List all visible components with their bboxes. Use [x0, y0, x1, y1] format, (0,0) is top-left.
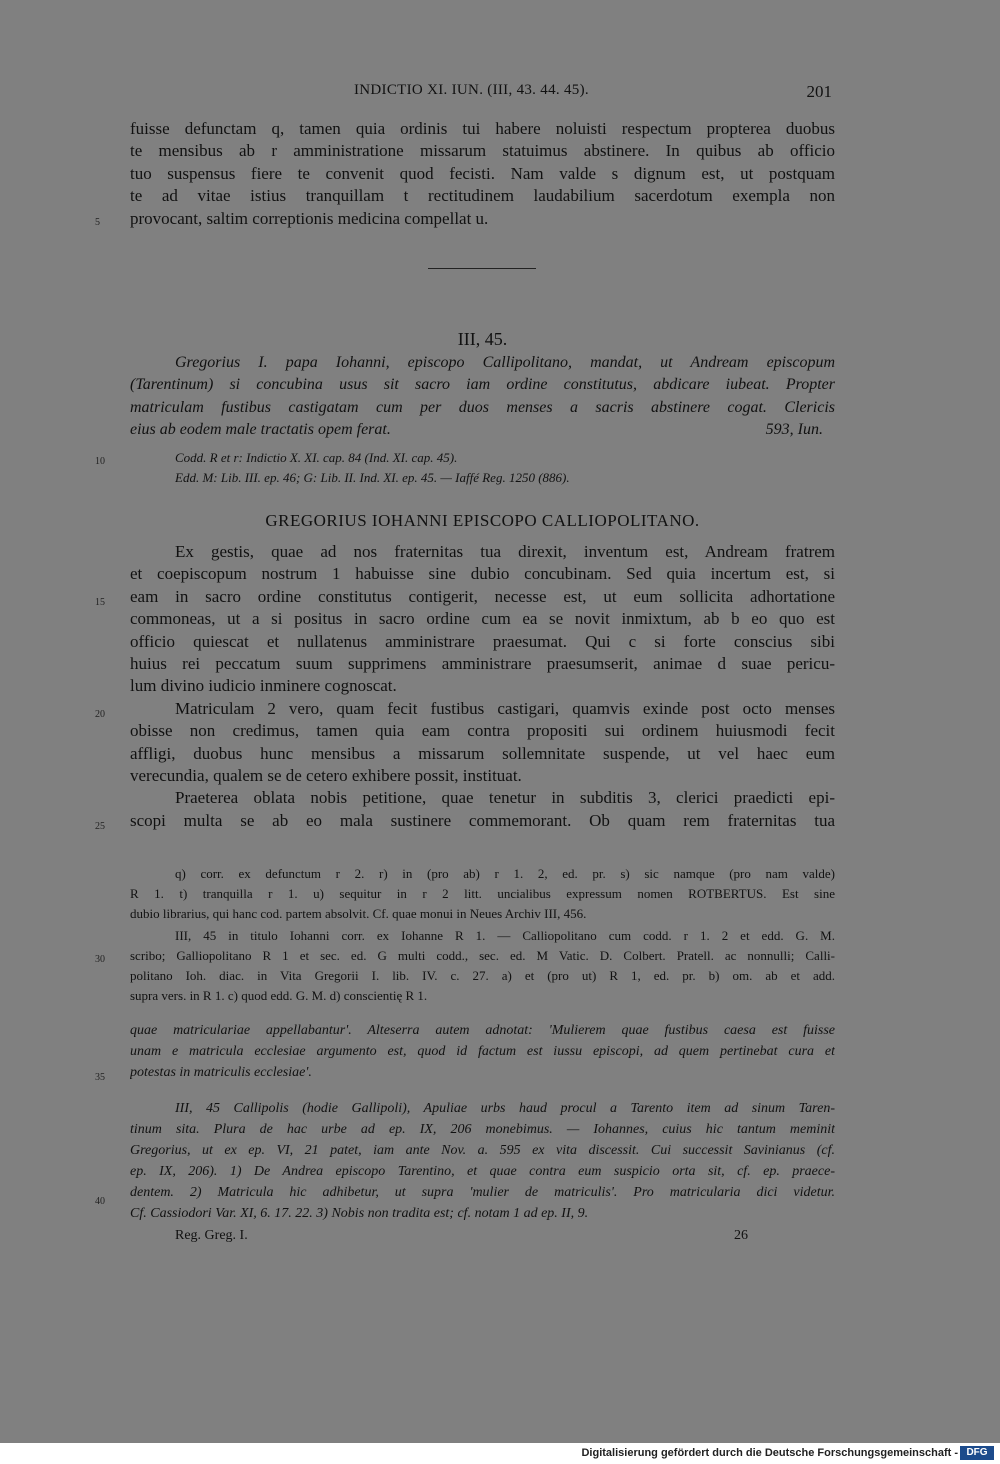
text-line: eam in sacro ordine constitutus contigerit, necesse est, ut eum sollicita adhortatione — [130, 586, 835, 606]
footnote-line: III, 45 in titulo Iohanni corr. ex Iohanne R 1. — Calliopolitano cum codd. r 1. 2 et edd. G. M. — [175, 928, 835, 943]
summary-line: eius ab eodem male tractatis opem ferat. — [130, 421, 391, 439]
apparatus-critical-1 — [130, 864, 835, 924]
note-line: ep. IX, 206). 1) De Andrea episcopo Tarentino, et quae contra eum suspicio orta sit, cf. ep. praece- — [130, 1164, 835, 1179]
note-line: Gregorius, ut ex ep. VI, 21 patet, iam ante Nov. a. 595 ex vita discessit. Cui successit Savinianus (cf. — [130, 1143, 835, 1158]
text-line: te mensibus ab r amministratione missarum statuimus abstinere. In quibus ab officio — [130, 141, 835, 161]
note-line: dentem. 2) Matricula hic adhibetur, ut supra 'mulier de matriculis'. Pro matricularia dici videtur. — [130, 1185, 835, 1200]
footnote-line: supra vers. in R 1. c) quod edd. G. M. d) conscientię R 1. — [130, 988, 428, 1003]
apparatus-critical-2 — [130, 926, 835, 1006]
footnote-line: R 1. t) tranquilla r 1. u) sequitur in r 2 litt. uncialibus expressum nomen ROTBERTUS. Est sine — [130, 886, 835, 901]
text-line: obisse non credimus, tamen quia eam contra propositi sui ordinem huiusmodi fecit — [130, 721, 835, 741]
historical-notes-1 — [130, 1020, 835, 1083]
text-line: te ad vitae istius tranquillam t rectitudinem laudabilium sacerdotum exempla non — [130, 186, 835, 206]
source-line: Edd. M: Lib. III. ep. 46; G: Lib. II. Ind. XI. ep. 45. — Iaffé Reg. 1250 (886). — [175, 470, 570, 485]
running-header — [130, 82, 835, 106]
footnote-line: q) corr. ex defunctum r 2. r) in (pro ab) r 1. 2, ed. pr. s) sic namque (pro nam valde) — [175, 866, 835, 881]
section-divider — [428, 268, 536, 269]
footnote-line: scribo; Galliopolitano R 1 et sec. ed. G multi codd., sec. ed. M Vatic. D. Colbert. Pratell. ac nonnulli; Calli- — [130, 948, 835, 963]
text-line: commoneas, ut a si positus in sacro ordine cum ea se novit inmixtum, ab b eo quo est — [130, 609, 835, 629]
funding-credit: Digitalisierung gefördert durch die Deutsche Forschungsgemeinschaft - — [581, 1447, 958, 1459]
letter-date: 593, Iun. — [765, 421, 823, 439]
signature-mark: Reg. Greg. I. — [175, 1228, 248, 1243]
text-line: tuo suspensus fiere te convenit quod fecisti. Nam valde s dignum est, ut postquam — [130, 163, 835, 183]
source-line: Codd. R et r: Indictio X. XI. cap. 84 (Ind. XI. cap. 45). — [175, 450, 458, 465]
summary-line: matriculam fustibus castigatam cum per duos menses a sacris abstinere cogat. Clericis — [130, 398, 835, 416]
text-line: lum divino iudicio inminere cognoscat. — [130, 676, 397, 696]
line-number: 40 — [95, 1196, 105, 1207]
note-line: unam e matricula ecclesiae argumento est, quod id factum est iussu episcopi, ad quem pertinebat cura et — [130, 1044, 835, 1059]
letter-44-tail — [130, 118, 835, 230]
sources — [130, 448, 835, 488]
footnote-line: politano Ioh. diac. in Vita Gregorii I. lib. IV. c. 27. a) et (pro ut) R 1, ed. pr. b) om. ab et add. — [130, 968, 835, 983]
letter-title: GREGORIUS IOHANNI EPISCOPO CALLIOPOLITANO. — [265, 511, 700, 530]
text-line: affligi, duobus hunc mensibus a missarum sollemnitate suspende, ut vel haec eum — [130, 743, 835, 763]
text-line: scopi multa se ab eo mala sustinere commemorant. Ob quam rem fraternitas tua — [130, 810, 835, 830]
page-number: 201 — [806, 82, 832, 101]
note-line: quae matriculariae appellabantur'. Alteserra autem adnotat: 'Mulierem quae fustibus caesa est fuisse — [130, 1023, 835, 1038]
text-line: verecundia, qualem se de cetero exhibere possit, instituat. — [130, 765, 522, 785]
note-line: III, 45 Callipolis (hodie Gallipoli), Apuliae urbs haud procul a Tarento item ad sinum Taren- — [175, 1101, 835, 1116]
running-title: INDICTIO XI. IUN. (III, 43. 44. 45). — [354, 82, 589, 98]
line-number: 25 — [95, 821, 105, 832]
summary-line: Gregorius I. papa Iohanni, episcopo Callipolitano, mandat, ut Andream episcopum — [175, 354, 835, 371]
line-number: 35 — [95, 1072, 105, 1083]
line-number: 30 — [95, 954, 105, 965]
sheet-number: 26 — [734, 1228, 748, 1243]
note-line: Cf. Cassiodori Var. XI, 6. 17. 22. 3) Nobis non tradita est; cf. notam 1 ad ep. II, 9. — [130, 1206, 589, 1221]
letter-number: III, 45. — [457, 329, 508, 349]
footnote-line: dubio librarius, qui hanc cod. partem absolvit. Cf. quae monui in Neues Archiv III, 456. — [130, 906, 587, 921]
line-number: 20 — [95, 709, 105, 720]
line-number: 10 — [95, 456, 105, 467]
text-line: fuisse defunctam q, tamen quia ordinis tui habere noluisti respectum propterea duobus — [130, 119, 835, 138]
line-number: 15 — [95, 597, 105, 608]
text-line: provocant, saltim correptionis medicina compellat u. — [130, 208, 489, 228]
line-number: 5 — [95, 217, 100, 228]
note-line: potestas in matriculis ecclesiae'. — [130, 1065, 312, 1080]
text-line: et coepiscopum nostrum 1 habuisse sine dubio concubinam. Sed quia incertum est, si — [130, 564, 835, 584]
digitization-footer — [0, 1443, 1000, 1464]
text-line: huius rei peccatum suum supprimens amministrare praesumserit, animae d suae pericu- — [130, 653, 835, 673]
text-line: Praeterea oblata nobis petitione, quae tenetur in subditis 3, clerici praedicti epi- — [175, 788, 835, 808]
historical-notes-2 — [130, 1098, 835, 1224]
letter-summary — [130, 352, 835, 442]
signature-line — [130, 1226, 835, 1246]
summary-line: (Tarentinum) si concubina usus sit sacro iam ordine constitutus, abdicare iubeat. Propter — [130, 376, 835, 394]
note-line: tinum sita. Plura de hac urbe ad ep. IX, 206 monebimus. — Iohannes, cuius hic tantum meminit — [130, 1122, 835, 1137]
text-line: Matriculam 2 vero, quam fecit fustibus castigari, quamvis exinde post octo menses — [175, 698, 835, 718]
text-line: Ex gestis, quae ad nos fraternitas tua direxit, inventum est, Andream fratrem — [175, 542, 835, 561]
letter-body — [130, 541, 835, 832]
dfg-logo: DFG — [960, 1446, 994, 1460]
text-line: officio quiescat et nullatenus amministrare praesumat. Qui c si forte conscius sibi — [130, 631, 835, 651]
